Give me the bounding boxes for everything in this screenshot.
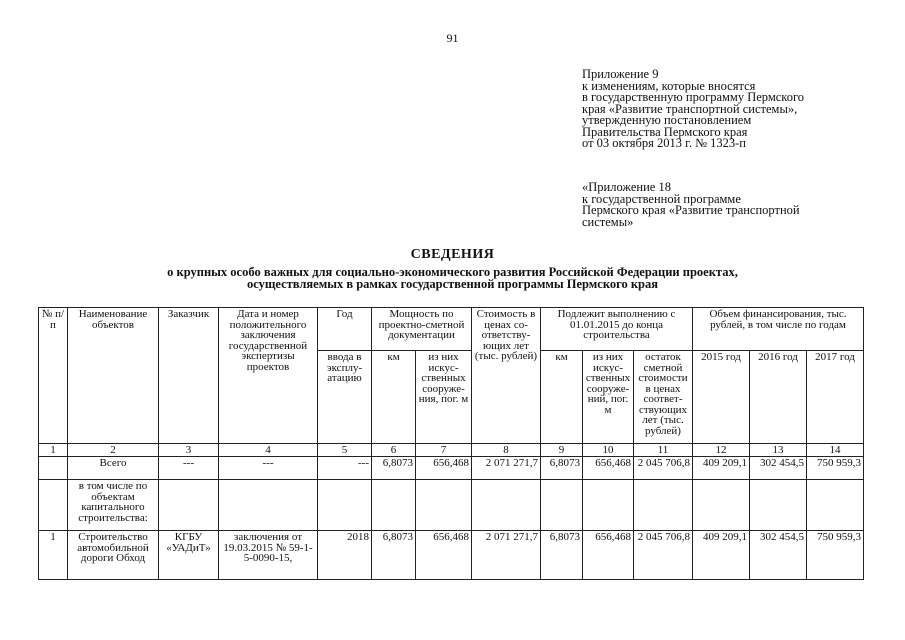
cell-sub-struct: 656,468 — [583, 457, 634, 480]
appendix-18-line: системы» — [582, 214, 634, 229]
header-expertise: Дата и номер положительного заключения государственной экспертизы проектов — [219, 308, 318, 444]
cell-sub-struct — [583, 480, 634, 531]
cell-y2016: 302 454,5 — [750, 531, 807, 580]
cell-sub-km: 6,8073 — [541, 531, 583, 580]
cell-y2017: 750 959,3 — [807, 457, 864, 480]
column-number-row — [39, 444, 864, 457]
cell-y2017 — [807, 480, 864, 531]
header-name: Наименование объектов — [68, 308, 159, 444]
header-cost: Стоимость в ценах со-ответству-ющих лет (тыс. рублей) — [472, 308, 541, 444]
cell-sub-struct: 656,468 — [583, 531, 634, 580]
cell-name: Всего — [68, 457, 159, 480]
header-year-sub: ввода в эксплу-атацию — [318, 351, 372, 444]
cell-customer: КГБУ «УАДиТ» — [159, 531, 219, 580]
cell-y2017: 750 959,3 — [807, 531, 864, 580]
cell-struct: 656,468 — [416, 531, 472, 580]
document-title: СВЕДЕНИЯ — [410, 247, 495, 262]
cell-name: в том числе по объектам капитального строительства: — [68, 480, 159, 531]
appendix-9-line: от 03 октября 2013 г. № 1323-п — [582, 136, 746, 150]
cell-sub-km — [541, 480, 583, 531]
header-year: Год — [318, 308, 372, 351]
cell-cost: 2 071 271,7 — [472, 531, 541, 580]
cell-cost — [472, 480, 541, 531]
cell-rest — [634, 480, 693, 531]
appendix-9-block — [582, 69, 804, 150]
cell-num — [39, 457, 68, 480]
appendix-9-line: утвержденную постановлением — [582, 113, 752, 127]
header-subject: Подлежит выполнению с 01.01.2015 до конца строительства — [541, 308, 693, 351]
column-number: 1 — [39, 444, 68, 457]
cell-km: 6,8073 — [372, 457, 416, 480]
table-row-including — [39, 480, 864, 531]
cell-y2016: 302 454,5 — [750, 457, 807, 480]
column-number: 7 — [416, 444, 472, 457]
header-y2015: 2015 год — [693, 351, 750, 444]
cell-y2015: 409 209,1 — [693, 531, 750, 580]
appendix-18-block — [582, 182, 800, 228]
header-customer: Заказчик — [159, 308, 219, 444]
header-y2016: 2016 год — [750, 351, 807, 444]
column-number: 10 — [583, 444, 634, 457]
cell-expertise: --- — [219, 457, 318, 480]
cell-y2016 — [750, 480, 807, 531]
subtitle-line: осуществляемых в рамках государственной программы Пермского края — [246, 277, 659, 291]
cell-y2015 — [693, 480, 750, 531]
appendix-9-line: к изменениям, которые вносятся — [582, 78, 756, 93]
appendix-9-line: в государственную программу Пермского — [582, 90, 805, 104]
cell-num — [39, 480, 68, 531]
header-subject-km: км — [541, 351, 583, 444]
column-number: 9 — [541, 444, 583, 457]
appendix-18-line: «Приложение 18 — [582, 180, 671, 194]
cell-y2015: 409 209,1 — [693, 457, 750, 480]
cell-sub-km: 6,8073 — [541, 457, 583, 480]
cell-rest: 2 045 706,8 — [634, 531, 693, 580]
appendix-9-line: Правительства Пермского края — [582, 124, 748, 139]
cell-customer: --- — [159, 457, 219, 480]
column-number: 11 — [634, 444, 693, 457]
cell-expertise: заключения от 19.03.2015 № 59-1-5-0090-15, — [219, 531, 318, 580]
cell-name: Строительство автомобильной дороги Обход — [68, 531, 159, 580]
cell-expertise — [219, 480, 318, 531]
column-number: 3 — [159, 444, 219, 457]
projects-table — [38, 307, 864, 580]
column-number: 14 — [807, 444, 864, 457]
page-number: 91 — [446, 31, 459, 45]
appendix-18-line: к государственной программе — [582, 191, 741, 206]
column-number: 5 — [318, 444, 372, 457]
header-capacity-km: км — [372, 351, 416, 444]
cell-cost: 2 071 271,7 — [472, 457, 541, 480]
column-number: 2 — [68, 444, 159, 457]
header-num: № п/п — [39, 308, 68, 444]
header-capacity: Мощность по проектно-сметной документации — [372, 308, 472, 351]
cell-year — [318, 480, 372, 531]
subtitle-line: о крупных особо важных для социально-экономического развития Российской Федерации проектах, — [167, 265, 738, 279]
cell-rest: 2 045 706,8 — [634, 457, 693, 480]
column-number: 4 — [219, 444, 318, 457]
column-number: 8 — [472, 444, 541, 457]
document-subtitle — [0, 266, 905, 290]
cell-year: --- — [318, 457, 372, 480]
header-subject-rest: остаток сметной стоимости в ценах соответ-ствующих лет (тыс. рублей) — [634, 351, 693, 444]
appendix-18-line: Пермского края «Развитие транспортной — [582, 203, 800, 217]
cell-struct: 656,468 — [416, 457, 472, 480]
header-y2017: 2017 год — [807, 351, 864, 444]
column-number: 6 — [372, 444, 416, 457]
cell-num: 1 — [39, 531, 68, 580]
table-row-total — [39, 457, 864, 480]
cell-year: 2018 — [318, 531, 372, 580]
header-subject-struct: из них искус-ственных сооруже-ний, пог. м — [583, 351, 634, 444]
header-funding: Объем финансирования, тыс. рублей, в том числе по годам — [693, 308, 864, 351]
cell-customer — [159, 480, 219, 531]
appendix-9-line: Приложение 9 — [582, 67, 659, 81]
table-row-1 — [39, 531, 864, 580]
header-capacity-struct: из них искус-ственных сооруже-ния, пог. м — [416, 351, 472, 444]
appendix-9-line: края «Развитие транспортной системы», — [582, 101, 798, 116]
cell-struct — [416, 480, 472, 531]
column-number: 13 — [750, 444, 807, 457]
cell-km — [372, 480, 416, 531]
cell-km: 6,8073 — [372, 531, 416, 580]
column-number: 12 — [693, 444, 750, 457]
